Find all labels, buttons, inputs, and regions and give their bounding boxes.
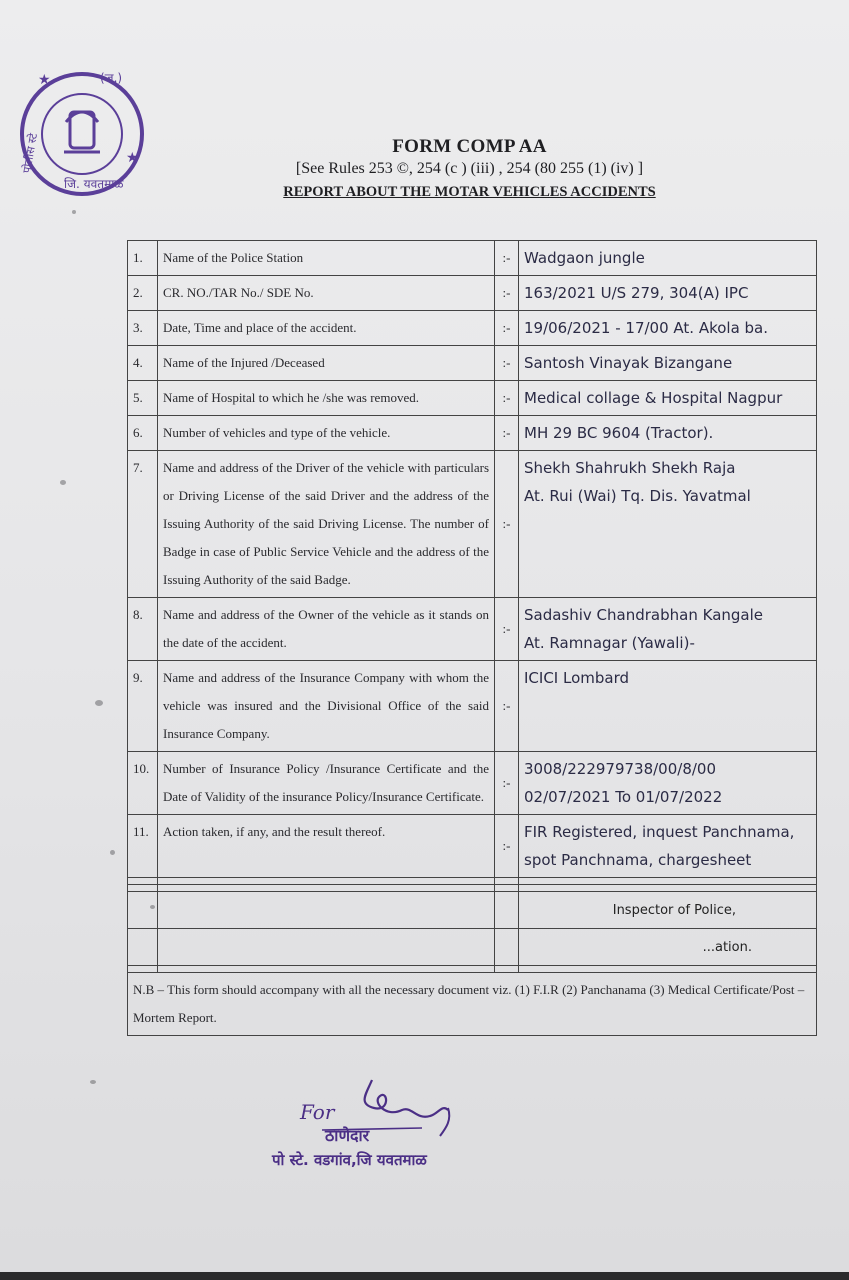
row-value xyxy=(519,815,817,878)
row-value-line: 3008/222979738/00/8/00 xyxy=(524,760,716,778)
row-label: Name of the Police Station xyxy=(158,241,495,276)
note-row xyxy=(128,973,817,1036)
row-number: 10. xyxy=(128,752,158,815)
svg-text:★: ★ xyxy=(38,72,51,88)
row-value-line: FIR Registered, inquest Panchnama, xyxy=(524,823,795,841)
row-label: Number of vehicles and type of the vehicle. xyxy=(158,416,495,451)
scan-speck xyxy=(90,1080,96,1084)
row-value xyxy=(519,752,817,815)
scan-speck xyxy=(72,210,76,214)
row-colon: :- xyxy=(495,451,519,598)
row-value xyxy=(519,381,817,416)
row-label: Name and address of the Owner of the vehicle as it stands on the date of the accident. xyxy=(158,598,495,661)
scan-speck xyxy=(60,480,66,485)
row-colon: :- xyxy=(495,241,519,276)
row-value xyxy=(519,311,817,346)
row-value-line: Shekh Shahrukh Shekh Raja xyxy=(524,459,736,477)
form-row xyxy=(128,451,817,598)
form-title: FORM COMP AA xyxy=(392,136,547,157)
form-row xyxy=(128,661,817,752)
row-value-line: At. Rui (Wai) Tq. Dis. Yavatmal xyxy=(524,487,751,505)
row-label: Number of Insurance Policy /Insurance Certificate and the Date of Validity of the insurance Policy/Insurance Certificate. xyxy=(158,752,495,815)
row-label: Name and address of the Insurance Company with whom the vehicle was insured and the Divisional Office of the said Insurance Company. xyxy=(158,661,495,752)
row-value-line: 02/07/2021 To 01/07/2022 xyxy=(524,788,723,806)
row-colon: :- xyxy=(495,598,519,661)
scan-speck xyxy=(95,700,103,706)
svg-text:★: ★ xyxy=(126,150,139,166)
row-value xyxy=(519,241,817,276)
form-row xyxy=(128,241,817,276)
row-value-line: ICICI Lombard xyxy=(524,669,630,687)
row-label: Name of Hospital to which he /she was removed. xyxy=(158,381,495,416)
row-value-line: Santosh Vinayak Bizangane xyxy=(524,354,733,372)
form-note: N.B – This form should accompany with all the necessary document viz. (1) F.I.R (2) Panchanama (3) Medical Certificate/Post –Mortem Report. xyxy=(128,973,817,1036)
signature-line-2: ...ation. xyxy=(702,940,752,955)
signature-row xyxy=(128,929,817,966)
row-number: 2. xyxy=(128,276,158,311)
row-number: 5. xyxy=(128,381,158,416)
row-label: Action taken, if any, and the result thereof. xyxy=(158,815,495,878)
row-value-line: Medical collage & Hospital Nagpur xyxy=(524,389,783,407)
form-row xyxy=(128,752,817,815)
signature-line-1: Inspector of Police, xyxy=(612,903,736,918)
row-value xyxy=(519,451,817,598)
row-value xyxy=(519,276,817,311)
row-value-line: Wadgaon jungle xyxy=(524,249,645,267)
row-label: Name and address of the Driver of the vehicle with particulars or Driving License of the said Driver and the address of the Issuing Authority of the said Driving License. The number of Badge in case of Public Service Vehicle and the address of the Issuing Authority of the said Badge. xyxy=(158,451,495,598)
row-value-line: spot Panchnama, chargesheet xyxy=(524,851,752,869)
row-value-line: 163/2021 U/S 279, 304(A) IPC xyxy=(524,284,749,302)
row-colon: :- xyxy=(495,381,519,416)
stamp-for-text: For xyxy=(300,1100,335,1124)
row-value-line: Sadashiv Chandrabhan Kangale xyxy=(524,606,763,624)
signature-row xyxy=(128,892,817,929)
form-row xyxy=(128,276,817,311)
scan-speck xyxy=(110,850,115,855)
form-row xyxy=(128,311,817,346)
form-row xyxy=(128,346,817,381)
row-value-line: 19/06/2021 - 17/00 At. Akola ba. xyxy=(524,319,769,337)
row-number: 1. xyxy=(128,241,158,276)
police-seal-stamp xyxy=(4,52,154,202)
row-number: 11. xyxy=(128,815,158,878)
row-colon: :- xyxy=(495,752,519,815)
seal-text-top: (ज.) xyxy=(100,71,123,85)
row-colon: :- xyxy=(495,815,519,878)
row-colon: :- xyxy=(495,311,519,346)
row-label: Name of the Injured /Deceased xyxy=(158,346,495,381)
row-colon: :- xyxy=(495,416,519,451)
row-value-line: At. Ramnagar (Yawali)- xyxy=(524,634,695,652)
blank-row xyxy=(128,885,817,892)
row-value xyxy=(519,416,817,451)
row-number: 7. xyxy=(128,451,158,598)
row-label: CR. NO./TAR No./ SDE No. xyxy=(158,276,495,311)
row-number: 9. xyxy=(128,661,158,752)
seal-text-side: पोलीस स्टे xyxy=(20,132,41,175)
form-row xyxy=(128,815,817,878)
row-colon: :- xyxy=(495,346,519,381)
blank-row xyxy=(128,966,817,973)
row-value xyxy=(519,661,817,752)
row-value xyxy=(519,598,817,661)
row-value xyxy=(519,346,817,381)
stamp-title: ठाणेदार xyxy=(325,1126,370,1145)
row-label: Date, Time and place of the accident. xyxy=(158,311,495,346)
row-number: 6. xyxy=(128,416,158,451)
blank-row xyxy=(128,878,817,885)
form-rules: [See Rules 253 ©, 254 (c ) (iii) , 254 (80 255 (1) (iv) ] xyxy=(295,160,644,177)
stamp-place: पो स्टे. वडगांव,जि यवतमाळ xyxy=(272,1151,427,1169)
row-colon: :- xyxy=(495,661,519,752)
form-row xyxy=(128,381,817,416)
accident-report-table xyxy=(127,240,817,1036)
seal-text-bottom: जि. यवतमाळ xyxy=(64,177,124,191)
row-colon: :- xyxy=(495,276,519,311)
row-number: 4. xyxy=(128,346,158,381)
form-row xyxy=(128,416,817,451)
row-value-line: MH 29 BC 9604 (Tractor). xyxy=(524,424,714,442)
row-number: 8. xyxy=(128,598,158,661)
form-subtitle: REPORT ABOUT THE MOTAR VEHICLES ACCIDENTS xyxy=(283,184,656,200)
form-row xyxy=(128,598,817,661)
row-number: 3. xyxy=(128,311,158,346)
